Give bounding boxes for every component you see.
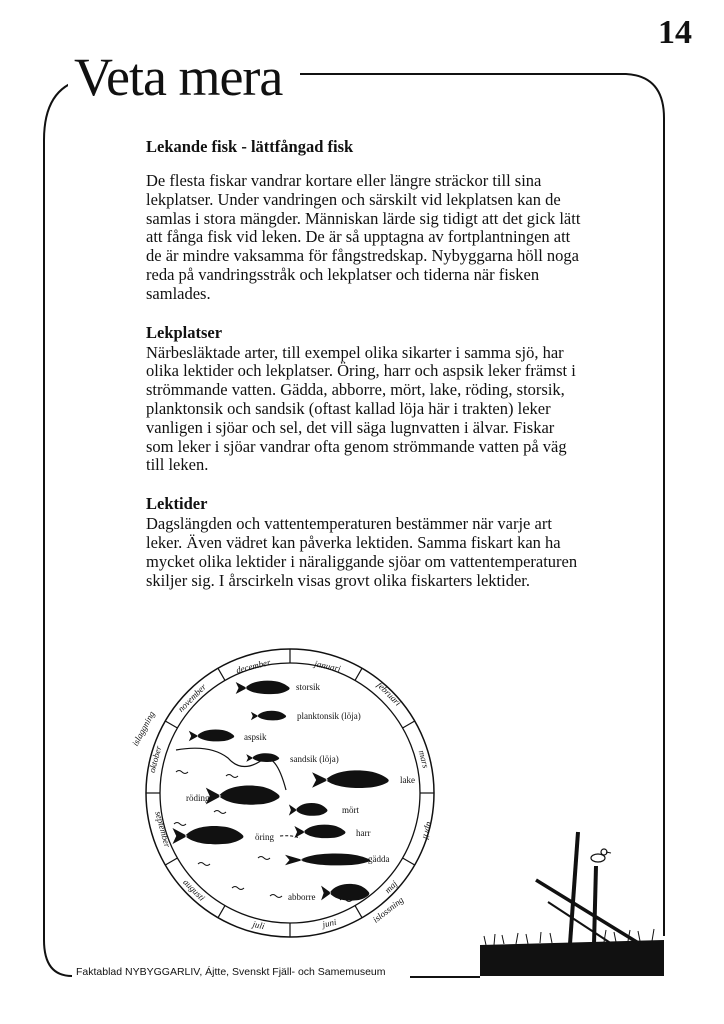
fish-label-roding: röding (186, 793, 210, 803)
fish-label-sandsik: sandsik (löja) (290, 754, 339, 764)
fish-label-mort: mört (342, 805, 359, 815)
month-februari: februari (375, 679, 404, 708)
month-september: september (153, 810, 173, 849)
section-paragraph-lekplatser: Närbesläktade arter, till exempel olika sikarter i samma sjö, har olika lektider och lekplatser. Öring, harr och aspsik leker främst i strömmande vatten. Gädda, abborre, mört, lake, röding, storsik, planktonsik och sandsik (oftast kallad löja här i trakten) leker vanligen i sjöar och sel, det vill säga lugnvatten i älvar. Fiskar som leker i sjöar vandrar ofta genom strömmande vatten på väg till leken. (146, 342, 576, 475)
fish-label-gadda: gädda (368, 854, 390, 864)
month-december: december (235, 657, 272, 676)
fish-label-harr: harr (356, 828, 371, 838)
fish-label-oring: öring (255, 832, 274, 842)
fish-label-lake: lake (400, 775, 415, 785)
month-april: april (420, 821, 435, 841)
fish-label-storsik: storsik (296, 682, 321, 692)
fish-label-planktonsik: planktonsik (löja) (297, 711, 361, 721)
month-januari: januari (313, 658, 342, 674)
month-november: november (175, 681, 208, 714)
page-number: 14 (658, 14, 692, 51)
season-label-islaggning: islaggning (130, 709, 157, 748)
section-heading-lekplatser: Lekplatser (146, 322, 223, 342)
intro-paragraph: De flesta fiskar vandrar kortare eller längre sträckor till sina lekplatser. Under vandringen och särskilt vid lekplatsen kan de samlas i stora mängder. Människan lärde sig tidigt att det gick lätt att fånga fisk vid leken. De är så upptagna av fortplantningen att de är mindre vaksamma för fångstredskap. Nybyggarna höll noga reda på vandringsstråk och lekplatser och tiderna när fisken samlades. (146, 171, 581, 303)
intro-heading: Lekande fisk - lättfångad fisk (146, 137, 354, 156)
month-juni: juni (321, 916, 338, 930)
month-augusti: augusti (181, 876, 208, 903)
section-paragraph-lektider: Dagslängden och vattentemperaturen bestämmer när varje art leker. Även vädret kan påverka lektiden. Samma fiskart kan ha mycket olika lektider i näraliggande sjöar om vattentemperaturen skiljer sig. I årscirkeln visas grovt olika fiskarters lektider. (146, 514, 578, 590)
month-maj: maj (382, 878, 400, 896)
fish-label-abborre: abborre (288, 892, 316, 902)
month-oktober: oktober (146, 744, 164, 774)
fish-label-aspsik: aspsik (244, 732, 267, 742)
season-label-islossning: islossning (370, 894, 406, 925)
footer: Faktablad NYBYGGARLIV, Ájtte, Svenskt Fjäll- och Samemuseum (72, 966, 390, 978)
page-title: Veta mera (68, 50, 288, 104)
section-heading-lektider: Lektider (146, 494, 208, 514)
bird-icon (591, 849, 611, 862)
month-mars: mars (416, 749, 432, 770)
month-juli: juli (251, 918, 266, 932)
